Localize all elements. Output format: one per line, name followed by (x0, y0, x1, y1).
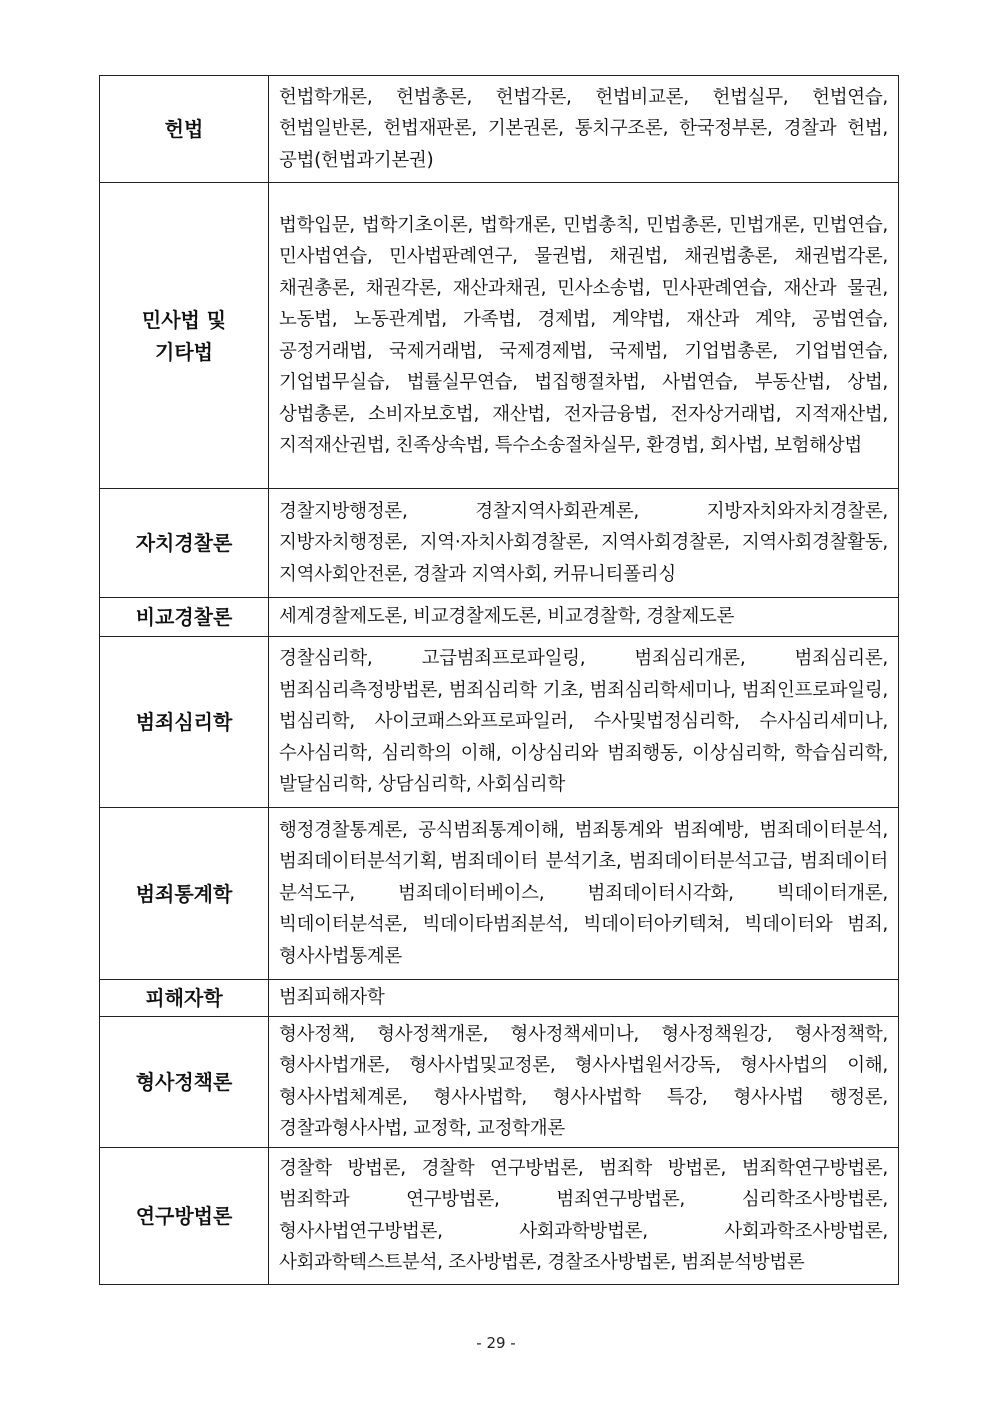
category-cell: 형사정책론 (100, 1016, 269, 1147)
table-row (100, 183, 899, 489)
courses-cell: 형사정책, 형사정책개론, 형사정책세미나, 형사정책원강, 형사정책학, 형사사법개론, 형사사법및교정론, 형사사법원서강독, 형사사법의 이해, 형사사법체계론, 형사사법학, 형사사법학 특강, 형사사법 행정론, 경찰과형사사법, 교정학, 교정학개론 (269, 1016, 899, 1147)
category-cell (100, 183, 269, 489)
table-row (100, 598, 899, 637)
table-row (100, 637, 899, 808)
page-number: - 29 - (476, 1334, 516, 1352)
table-row (100, 980, 899, 1017)
table-row (100, 489, 899, 598)
category-cell: 피해자학 (100, 980, 269, 1017)
category-cell: 헌법 (100, 76, 269, 183)
table-row (100, 76, 899, 183)
category-cell: 자치경찰론 (100, 489, 269, 598)
courses-cell: 세계경찰제도론, 비교경찰제도론, 비교경찰학, 경찰제도론 (269, 598, 899, 637)
courses-cell: 범죄피해자학 (269, 980, 899, 1017)
category-cell: 연구방법론 (100, 1147, 269, 1284)
table-row (100, 1147, 899, 1284)
courses-cell: 경찰심리학, 고급범죄프로파일링, 범죄심리개론, 범죄심리론, 범죄심리측정방법론, 범죄심리학 기초, 범죄심리학세미나, 범죄인프로파일링, 법심리학, 사이코패스와프로파일러, 수사및법정심리학, 수사심리세미나, 수사심리학, 심리학의 이해, 이상심리와 범죄행동, 이상심리학, 학습심리학, 발달심리학, 상담심리학, 사회심리학 (269, 637, 899, 808)
category-cell: 범죄통계학 (100, 808, 269, 980)
courses-cell: 헌법학개론, 헌법총론, 헌법각론, 헌법비교론, 헌법실무, 헌법연습, 헌법일반론, 헌법재판론, 기본권론, 통치구조론, 한국정부론, 경찰과 헌법, 공법(헌법과기본권) (269, 76, 899, 183)
category-label: 민사법 및 기타법 (141, 307, 227, 364)
course-category-table (99, 75, 899, 1285)
table-row (100, 1016, 899, 1147)
courses-cell: 법학입문, 법학기초이론, 법학개론, 민법총칙, 민법총론, 민법개론, 민법연습, 민사법연습, 민사법판례연구, 물권법, 채권법, 채권법총론, 채권법각론, 채권총론, 채권각론, 재산과채권, 민사소송법, 민사판례연습, 재산과 물권, 노동법, 노동관계법, 가족법, 경제법, 계약법, 재산과 계약, 공법연습, 공정거래법, 국제거래법, 국제경제법, 국제법, 기업법총론, 기업법연습, 기업법무실습, 법률실무연습, 법집행절차법, 사법연습, 부동산법, 상법, 상법총론, 소비자보호법, 재산법, 전자금융법, 전자상거래법, 지적재산법, 지적재산권법, 친족상속법, 특수소송절차실무, 환경법, 회사법, 보험해상법 (269, 183, 899, 489)
category-cell: 범죄심리학 (100, 637, 269, 808)
category-cell: 비교경찰론 (100, 598, 269, 637)
table-row (100, 808, 899, 980)
courses-cell: 행정경찰통계론, 공식범죄통계이해, 범죄통계와 범죄예방, 범죄데이터분석, 범죄데이터분석기획, 범죄데이터 분석기초, 범죄데이터분석고급, 범죄데이터 분석도구, 범죄데이터베이스, 범죄데이터시각화, 빅데이터개론, 빅데이터분석론, 빅데이타범죄분석, 빅데이터아키텍쳐, 빅데이터와 범죄, 형사사법통계론 (269, 808, 899, 980)
courses-cell: 경찰지방행정론, 경찰지역사회관계론, 지방자치와자치경찰론, 지방자치행정론, 지역·자치사회경찰론, 지역사회경찰론, 지역사회경찰활동, 지역사회안전론, 경찰과 지역사회, 커뮤니티폴리싱 (269, 489, 899, 598)
courses-cell: 경찰학 방법론, 경찰학 연구방법론, 범죄학 방법론, 범죄학연구방법론, 범죄학과 연구방법론, 범죄연구방법론, 심리학조사방법론, 형사사법연구방법론, 사회과학방법론, 사회과학조사방법론, 사회과학텍스트분석, 조사방법론, 경찰조사방법론, 범죄분석방법론 (269, 1147, 899, 1284)
